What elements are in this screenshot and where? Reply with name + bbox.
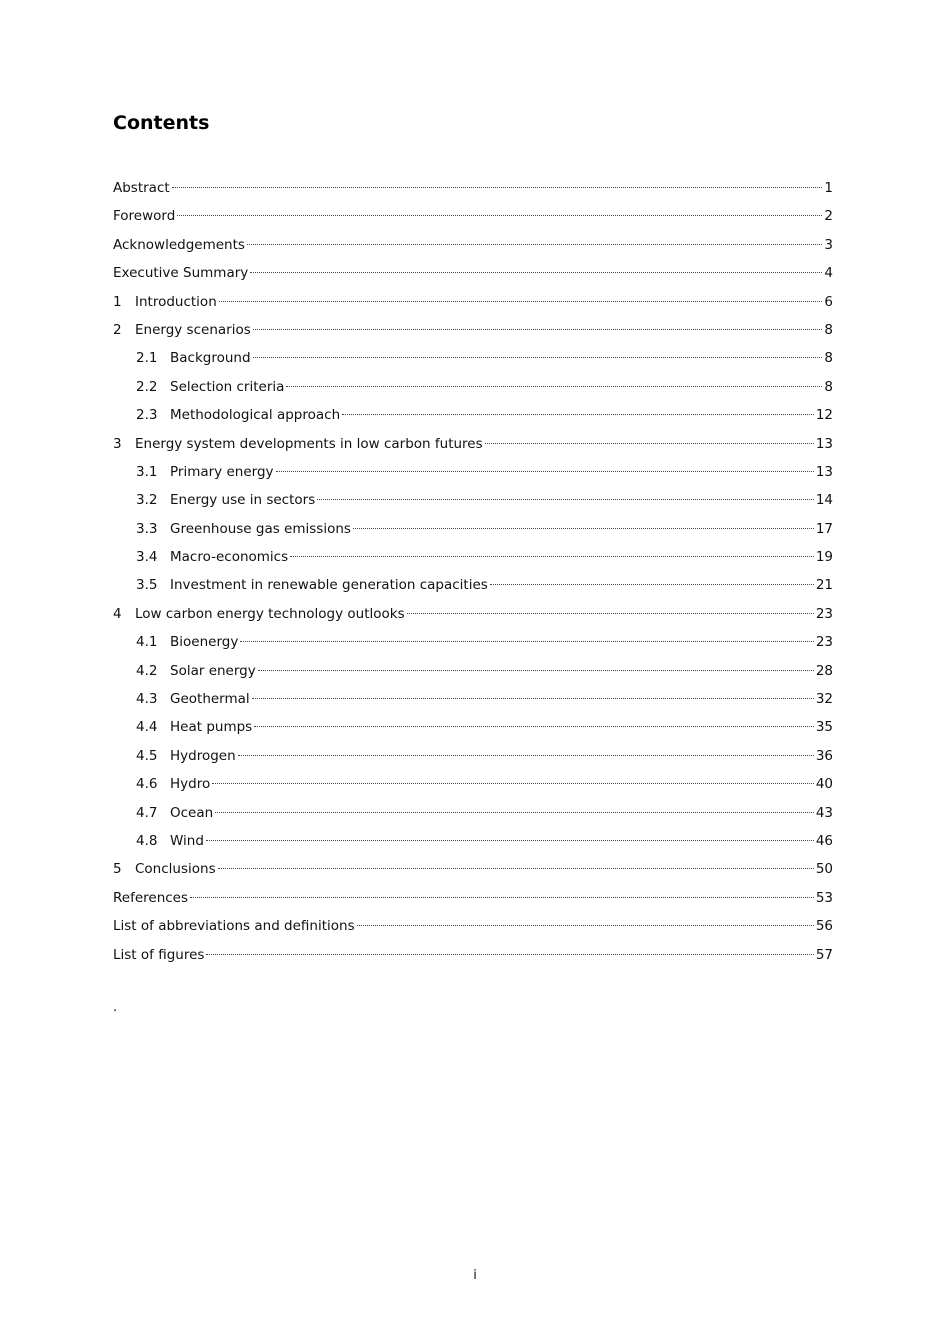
stray-mark: . <box>113 1000 118 1015</box>
toc-dot-leader <box>212 783 814 784</box>
toc-entry-number: 4.6 <box>136 776 158 793</box>
toc-entry[interactable] <box>113 430 833 458</box>
toc-dot-leader <box>353 528 814 529</box>
toc-entry-page: 43 <box>815 804 833 821</box>
toc-dot-leader <box>218 868 814 869</box>
toc-entry[interactable] <box>113 799 833 827</box>
toc-entry-page: 8 <box>824 321 833 338</box>
toc-entry-title: Methodological approach <box>170 407 341 424</box>
toc-entry-title: List of abbreviations and definitions <box>113 918 355 935</box>
toc-entry[interactable] <box>113 770 833 798</box>
toc-dot-leader <box>177 215 822 216</box>
toc-entry-page: 3 <box>824 236 833 253</box>
toc-entry[interactable] <box>113 855 833 883</box>
toc-entry-number: 4 <box>113 605 122 622</box>
toc-entry-title: Wind <box>170 832 204 849</box>
toc-entry-number: 2 <box>113 321 122 338</box>
toc-entry-title: Primary energy <box>170 463 274 480</box>
toc-entry-page: 14 <box>815 492 833 509</box>
toc-entry[interactable] <box>113 742 833 770</box>
toc-entry-page: 1 <box>824 180 833 196</box>
toc-entry-title: Executive Summary <box>113 265 249 282</box>
toc-entry[interactable] <box>113 912 833 940</box>
toc-entry-page: 28 <box>815 662 833 679</box>
toc-entry-number: 2.2 <box>136 378 158 395</box>
toc-dot-leader <box>290 556 814 557</box>
toc-dot-leader <box>252 698 814 699</box>
toc-entry-number: 3 <box>113 435 122 452</box>
toc-entry-title: Energy use in sectors <box>170 492 316 509</box>
toc-entry-page: 12 <box>815 407 833 424</box>
toc-entry-number: 4.2 <box>136 662 158 679</box>
toc-entry-page: 53 <box>815 889 833 906</box>
toc-entry[interactable] <box>113 543 833 571</box>
toc-entry-number: 3.4 <box>136 549 158 566</box>
contents-heading: Contents <box>113 112 210 134</box>
toc-entry-title: Greenhouse gas emissions <box>170 520 351 537</box>
toc-entry-title: Selection criteria <box>170 378 285 395</box>
toc-entry-title: Macro-economics <box>170 549 289 566</box>
toc-entry-title: Ocean <box>170 804 214 821</box>
toc-entry-page: 17 <box>815 520 833 537</box>
toc-entry-page: 2 <box>824 208 833 225</box>
toc-entry-number: 3.1 <box>136 463 158 480</box>
toc-dot-leader <box>206 954 813 955</box>
toc-entry[interactable] <box>113 571 833 599</box>
toc-dot-leader <box>317 499 814 500</box>
toc-entry-title: Background <box>170 350 251 367</box>
toc-entry[interactable] <box>113 685 833 713</box>
toc-entry-number: 2.3 <box>136 407 158 424</box>
toc-dot-leader <box>247 244 822 245</box>
toc-entry-page: 23 <box>815 634 833 651</box>
toc-entry[interactable] <box>113 373 833 401</box>
toc-dot-leader <box>258 670 814 671</box>
toc-entry-title: Hydro <box>170 776 211 793</box>
toc-entry[interactable] <box>113 174 833 202</box>
toc-entry[interactable] <box>113 713 833 741</box>
toc-dot-leader <box>253 357 823 358</box>
table-of-contents <box>113 174 833 969</box>
toc-dot-leader <box>342 414 814 415</box>
toc-entry-title: References <box>113 889 189 906</box>
toc-entry[interactable] <box>113 827 833 855</box>
toc-entry-number: 4.1 <box>136 634 158 651</box>
toc-entry-page: 6 <box>824 293 833 310</box>
toc-entry-page: 8 <box>824 350 833 367</box>
toc-entry-number: 3.5 <box>136 577 158 594</box>
toc-dot-leader <box>190 897 814 898</box>
toc-entry-page: 35 <box>815 719 833 736</box>
toc-entry[interactable] <box>113 259 833 287</box>
toc-entry-title: Bioenergy <box>170 634 239 651</box>
toc-entry[interactable] <box>113 628 833 656</box>
toc-entry-number: 2.1 <box>136 350 158 367</box>
toc-dot-leader <box>276 471 814 472</box>
toc-entry-page: 13 <box>815 463 833 480</box>
toc-dot-leader <box>485 443 814 444</box>
toc-entry-number: 4.3 <box>136 691 158 708</box>
toc-entry-page: 19 <box>815 549 833 566</box>
toc-entry-title: Energy scenarios <box>135 321 251 338</box>
toc-entry[interactable] <box>113 202 833 230</box>
toc-dot-leader <box>238 755 814 756</box>
toc-dot-leader <box>206 840 814 841</box>
toc-dot-leader <box>407 613 814 614</box>
toc-entry-page: 56 <box>815 918 833 935</box>
toc-entry[interactable] <box>113 231 833 259</box>
toc-entry-page: 40 <box>815 776 833 793</box>
toc-entry-page: 32 <box>815 691 833 708</box>
toc-entry-title: Solar energy <box>170 662 256 679</box>
toc-dot-leader <box>254 726 814 727</box>
toc-entry-page: 36 <box>815 747 833 764</box>
toc-entry[interactable] <box>113 288 833 316</box>
toc-entry-number: 3.2 <box>136 492 158 509</box>
toc-dot-leader <box>240 641 814 642</box>
toc-entry[interactable] <box>113 486 833 514</box>
toc-entry[interactable] <box>113 941 833 969</box>
toc-dot-leader <box>357 925 814 926</box>
toc-entry-page: 4 <box>824 265 833 282</box>
toc-entry-title: Investment in renewable generation capacities <box>170 577 488 594</box>
toc-entry-page: 8 <box>824 378 833 395</box>
toc-entry[interactable] <box>113 344 833 372</box>
toc-entry[interactable] <box>113 316 833 344</box>
toc-entry-number: 4.8 <box>136 832 158 849</box>
toc-dot-leader <box>286 386 822 387</box>
toc-entry-number: 3.3 <box>136 520 158 537</box>
toc-entry-number: 4.5 <box>136 747 158 764</box>
toc-dot-leader <box>250 272 822 273</box>
toc-entry[interactable] <box>113 884 833 912</box>
toc-entry-number: 4.4 <box>136 719 158 736</box>
toc-entry-page: 21 <box>815 577 833 594</box>
toc-entry-title: Energy system developments in low carbon futures <box>135 435 483 452</box>
toc-entry-title: Low carbon energy technology outlooks <box>135 605 405 622</box>
toc-entry-page: 13 <box>815 435 833 452</box>
toc-entry-title: Introduction <box>135 293 217 310</box>
toc-entry[interactable] <box>113 515 833 543</box>
toc-entry-number: 5 <box>113 861 122 878</box>
toc-dot-leader <box>215 812 814 813</box>
toc-dot-leader <box>490 584 814 585</box>
toc-entry-title: Conclusions <box>135 861 216 878</box>
toc-entry-title: Abstract <box>113 180 170 196</box>
toc-entry-page: 46 <box>815 832 833 849</box>
toc-entry-title: Hydrogen <box>170 747 236 764</box>
toc-entry-number: 1 <box>113 293 122 310</box>
toc-entry-page: 57 <box>815 946 833 963</box>
toc-entry-title: Heat pumps <box>170 719 253 736</box>
toc-entry[interactable] <box>113 401 833 429</box>
toc-entry-number: 4.7 <box>136 804 158 821</box>
toc-dot-leader <box>253 329 823 330</box>
toc-entry-title: Geothermal <box>170 691 250 708</box>
toc-entry[interactable] <box>113 600 833 628</box>
toc-dot-leader <box>219 301 823 302</box>
toc-entry-title: Acknowledgements <box>113 236 245 253</box>
toc-entry-title: List of figures <box>113 946 205 963</box>
toc-entry-title: Foreword <box>113 208 176 225</box>
toc-entry[interactable] <box>113 458 833 486</box>
toc-dot-leader <box>172 187 823 188</box>
toc-entry-page: 50 <box>815 861 833 878</box>
toc-entry-page: 23 <box>815 605 833 622</box>
toc-entry[interactable] <box>113 657 833 685</box>
footer-page-number: i <box>473 1268 477 1283</box>
